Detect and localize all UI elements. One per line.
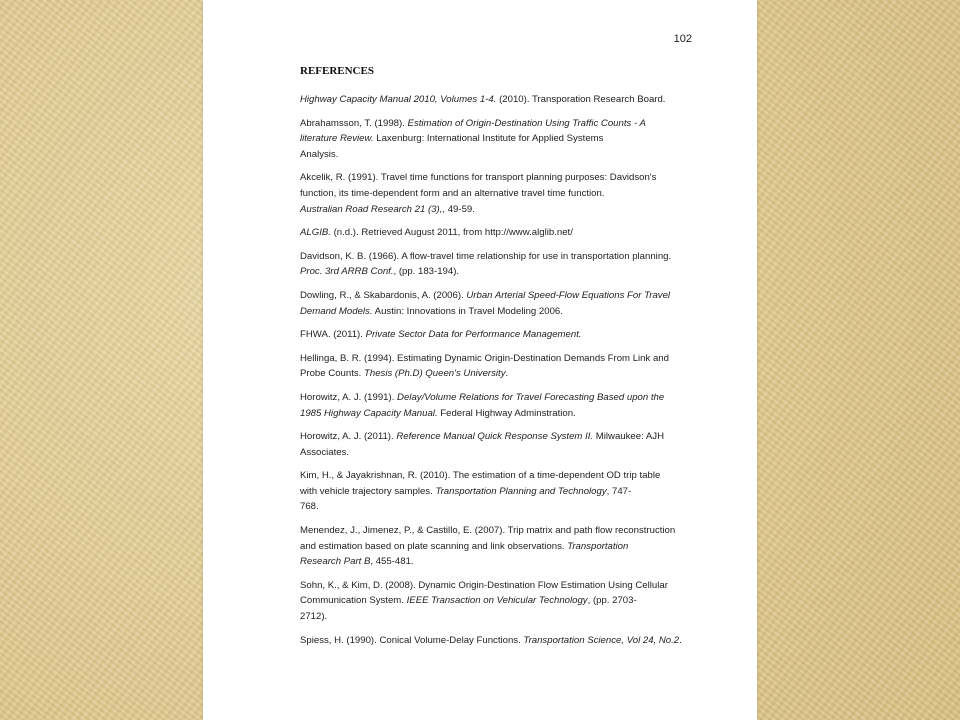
reference-line	[300, 523, 700, 539]
reference-italic-text: IEEE Transaction on Vehicular Technology	[406, 595, 588, 607]
reference-italic-text: Highway Capacity Manual 2010, Volumes 1-4.	[300, 94, 497, 105]
reference-entry	[300, 327, 700, 343]
reference-text: , 455-481.	[370, 556, 414, 568]
reference-line	[300, 554, 700, 570]
reference-text: Laxenburg: International Institute for Applied Systems	[373, 133, 604, 145]
document-page	[203, 0, 757, 720]
reference-italic-text: Research Part B	[300, 556, 371, 568]
reference-line	[300, 390, 700, 406]
reference-line	[300, 147, 700, 163]
reference-text: .	[679, 634, 682, 646]
reference-italic-text: Transportation	[567, 540, 629, 552]
reference-italic-text: Private Sector Data for Performance Management.	[365, 329, 582, 341]
reference-text: with vehicle trajectory samples.	[300, 485, 436, 497]
reference-text: (2010). Transporation Research Board.	[496, 94, 666, 105]
reference-text: Austin: Innovations in Travel Modeling 2006.	[372, 305, 563, 317]
reference-text: , 747-	[606, 485, 632, 497]
reference-text: (n.d.). Retrieved August 2011, from http://www.alglib.net/	[330, 227, 573, 239]
reference-line	[300, 406, 700, 422]
reference-line	[300, 539, 700, 555]
reference-italic-text: Proc. 3rd ARRB Conf.	[300, 266, 394, 278]
page-number: 102	[673, 33, 692, 45]
references-section	[300, 64, 700, 656]
reference-line	[300, 131, 700, 147]
reference-italic-text: Delay/Volume Relations for Travel Forecasting Based upon the	[397, 391, 665, 403]
reference-italic-text: 1985 Highway Capacity Manual.	[300, 407, 438, 419]
reference-line	[300, 499, 700, 515]
reference-text: , (pp. 183-194).	[393, 266, 460, 278]
reference-entry	[300, 225, 700, 241]
reference-italic-text: Demand Models.	[300, 305, 373, 317]
reference-italic-text: Urban Arterial Speed-Flow Equations For Travel	[466, 289, 671, 301]
reference-italic-text: Transportation Science, Vol 24, No.2	[523, 634, 680, 646]
reference-text: Horowitz, A. J. (2011).	[300, 431, 397, 443]
reference-line	[300, 351, 700, 367]
reference-text: FHWA. (2011).	[300, 329, 366, 341]
reference-text: 2712).	[300, 611, 328, 623]
reference-entry	[300, 288, 700, 319]
reference-entry	[300, 523, 700, 570]
reference-line	[300, 445, 700, 461]
reference-text: , 49-59.	[442, 203, 475, 215]
reference-text: Sohn, K., & Kim, D. (2008). Dynamic Origin-Destination Flow Estimation Using Cellular	[300, 579, 668, 591]
reference-text: Federal Highway Adminstration.	[437, 407, 576, 419]
reference-italic-text: Reference Manual Quick Response System II.	[396, 431, 594, 443]
reference-text: and estimation based on plate scanning and link observations.	[300, 540, 568, 552]
reference-line	[300, 249, 700, 265]
reference-text: Probe Counts.	[300, 368, 364, 380]
reference-entry	[300, 351, 700, 382]
reference-entry	[300, 468, 700, 515]
reference-line	[300, 304, 700, 320]
reference-text: 768.	[300, 501, 319, 513]
reference-entry	[300, 633, 700, 649]
reference-italic-text: Thesis (Ph.D) Queen's University	[364, 368, 506, 380]
reference-entry	[300, 170, 700, 217]
reference-text: Analysis.	[300, 148, 339, 160]
reference-text: Associates.	[300, 446, 350, 458]
references-heading: REFERENCES	[300, 65, 374, 77]
reference-italic-text: literature Review.	[300, 133, 374, 145]
reference-text: Abrahamsson, T. (1998).	[300, 117, 408, 129]
reference-text: Hellinga, B. R. (1994). Estimating Dynamic Origin-Destination Demands From Link and	[300, 352, 669, 364]
reference-entry	[300, 390, 700, 421]
reference-text: Menendez, J., Jimenez, P., & Castillo, E. (2007). Trip matrix and path flow reconstruction	[300, 525, 676, 537]
reference-line	[300, 288, 700, 304]
reference-text: Horowitz, A. J. (1991).	[300, 391, 398, 403]
reference-text: .	[505, 368, 509, 380]
reference-line	[300, 578, 700, 594]
reference-line	[300, 225, 700, 241]
reference-line	[300, 92, 700, 108]
reference-line	[300, 609, 700, 625]
reference-text: , (pp. 2703-	[587, 595, 637, 607]
reference-text: Davidson, K. B. (1966). A flow-travel time relationship for use in transportation planning.	[300, 250, 672, 262]
reference-entry	[300, 92, 700, 108]
reference-entry	[300, 116, 700, 163]
reference-text: Communication System.	[300, 595, 407, 607]
reference-entry	[300, 578, 700, 625]
reference-entry	[300, 429, 700, 460]
reference-italic-text: ALGIB.	[300, 227, 331, 239]
reference-line	[300, 484, 700, 500]
reference-italic-text: Australian Road Research 21 (3),	[300, 203, 443, 215]
reference-italic-text: Transportation Planning and Technology	[435, 485, 607, 497]
reference-line	[300, 202, 700, 218]
reference-line	[300, 593, 700, 609]
reference-line	[300, 264, 700, 280]
reference-line	[300, 170, 700, 186]
reference-line	[300, 116, 700, 132]
reference-line	[300, 366, 700, 382]
reference-text: Kim, H., & Jayakrishnan, R. (2010). The estimation of a time-dependent OD trip table	[300, 470, 661, 482]
reference-text: Dowling, R., & Skabardonis, A. (2006).	[300, 289, 467, 301]
reference-list	[300, 92, 700, 648]
reference-text: Spiess, H. (1990). Conical Volume-Delay Functions.	[300, 634, 524, 646]
reference-text: function, its time-dependent form and an alternative travel time function.	[300, 187, 605, 199]
reference-line	[300, 429, 700, 445]
reference-line	[300, 186, 700, 202]
reference-line	[300, 633, 700, 649]
reference-text: Akcelik, R. (1991). Travel time functions for transport planning purposes: Davidson's	[300, 172, 657, 184]
reference-text: Milwaukee: AJH	[593, 431, 665, 443]
reference-line	[300, 468, 700, 484]
reference-line	[300, 327, 700, 343]
reference-entry	[300, 249, 700, 280]
reference-italic-text: Estimation of Origin-Destination Using Traffic Counts - A	[407, 117, 646, 129]
